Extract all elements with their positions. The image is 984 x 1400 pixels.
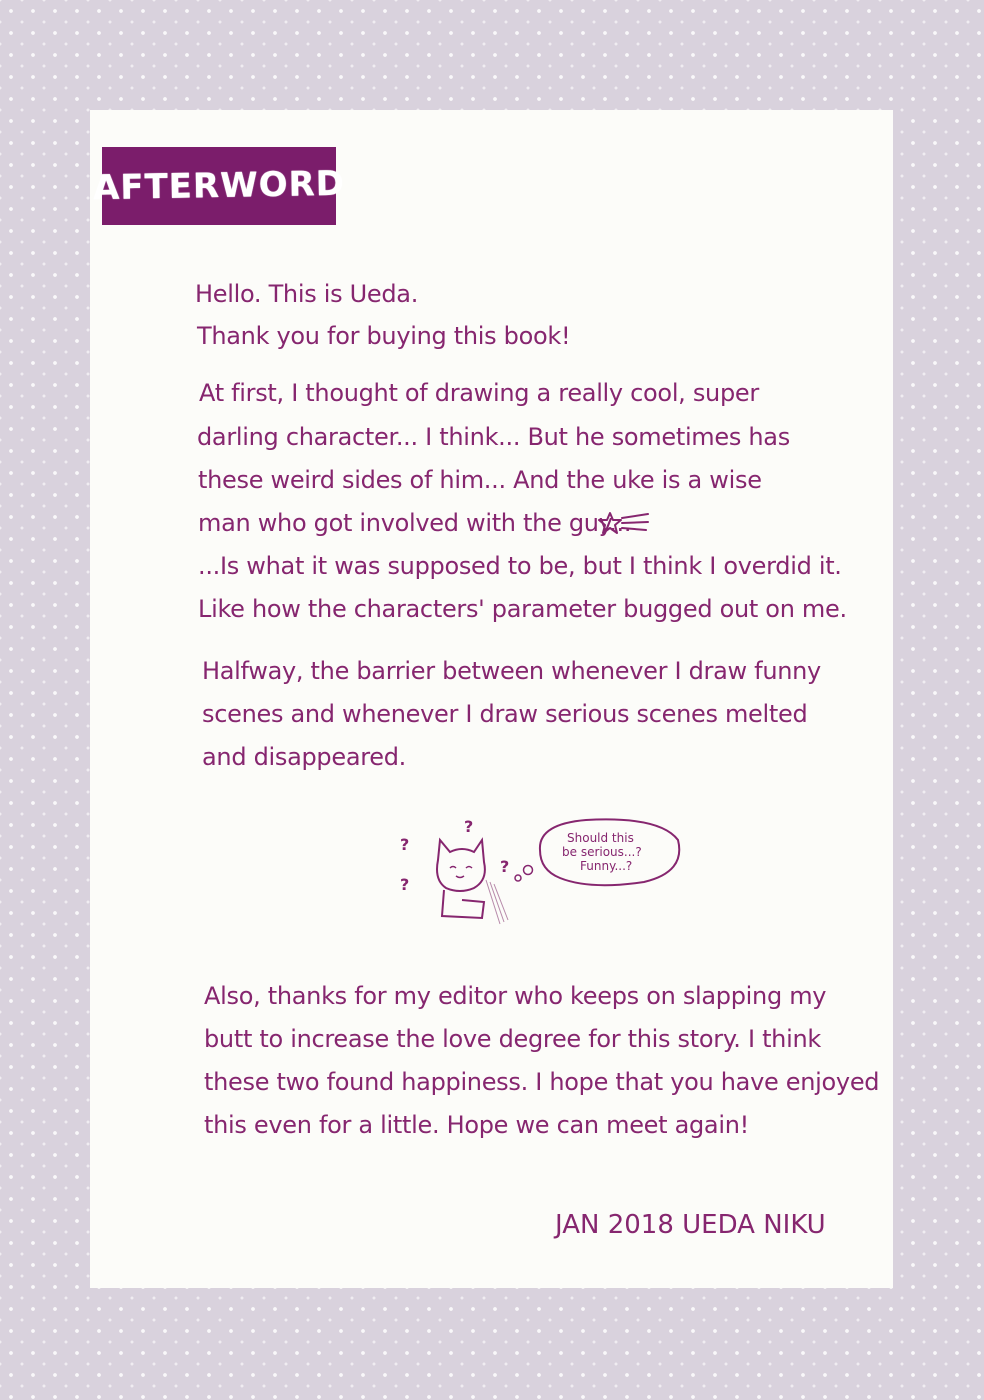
bubble-text: Should this (567, 831, 634, 845)
text-line: this even for a little. Hope we can meet again! (204, 1111, 749, 1139)
bubble-text: Funny...? (580, 859, 633, 873)
signature: JAN 2018 UEDA NIKU (555, 1210, 826, 1240)
text-line: man who got involved with the guy... (198, 509, 632, 537)
text-line: and disappeared. (202, 743, 407, 771)
text-line: Halfway, the barrier between whenever I draw funny (202, 657, 821, 685)
text-line: scenes and whenever I draw serious scenes melted (202, 700, 808, 728)
bubble-text: be serious...? (562, 845, 642, 859)
text-line: Like how the characters' parameter bugged out on me. (198, 595, 847, 623)
question-mark-icon: ? (464, 817, 474, 836)
cat-doodle-icon (437, 840, 508, 924)
text-line: Thank you for buying this book! (197, 322, 571, 350)
text-line: butt to increase the love degree for this story. I think (204, 1025, 821, 1053)
question-mark-icon: ? (400, 875, 410, 894)
afterword-title-banner (92, 147, 346, 225)
text-line: At first, I thought of drawing a really cool, super (199, 379, 759, 407)
text-line: these weird sides of him... And the uke is a wise (198, 466, 762, 494)
text-line: darling character... I think... But he sometimes has (197, 423, 790, 451)
shooting-star-icon (598, 510, 650, 536)
question-mark-icon: ? (400, 835, 410, 854)
text-line: ...Is what it was supposed to be, but I think I overdid it. (198, 552, 842, 580)
text-line: Hello. This is Ueda. (195, 280, 419, 308)
question-mark-icon: ? (500, 857, 510, 876)
page-title: AFTERWORD (92, 163, 346, 209)
speech-bubble (540, 819, 679, 885)
cat-doodle-illustration (390, 810, 690, 940)
text-line: these two found happiness. I hope that you have enjoyed (204, 1068, 880, 1096)
text-line: Also, thanks for my editor who keeps on slapping my (204, 982, 827, 1010)
